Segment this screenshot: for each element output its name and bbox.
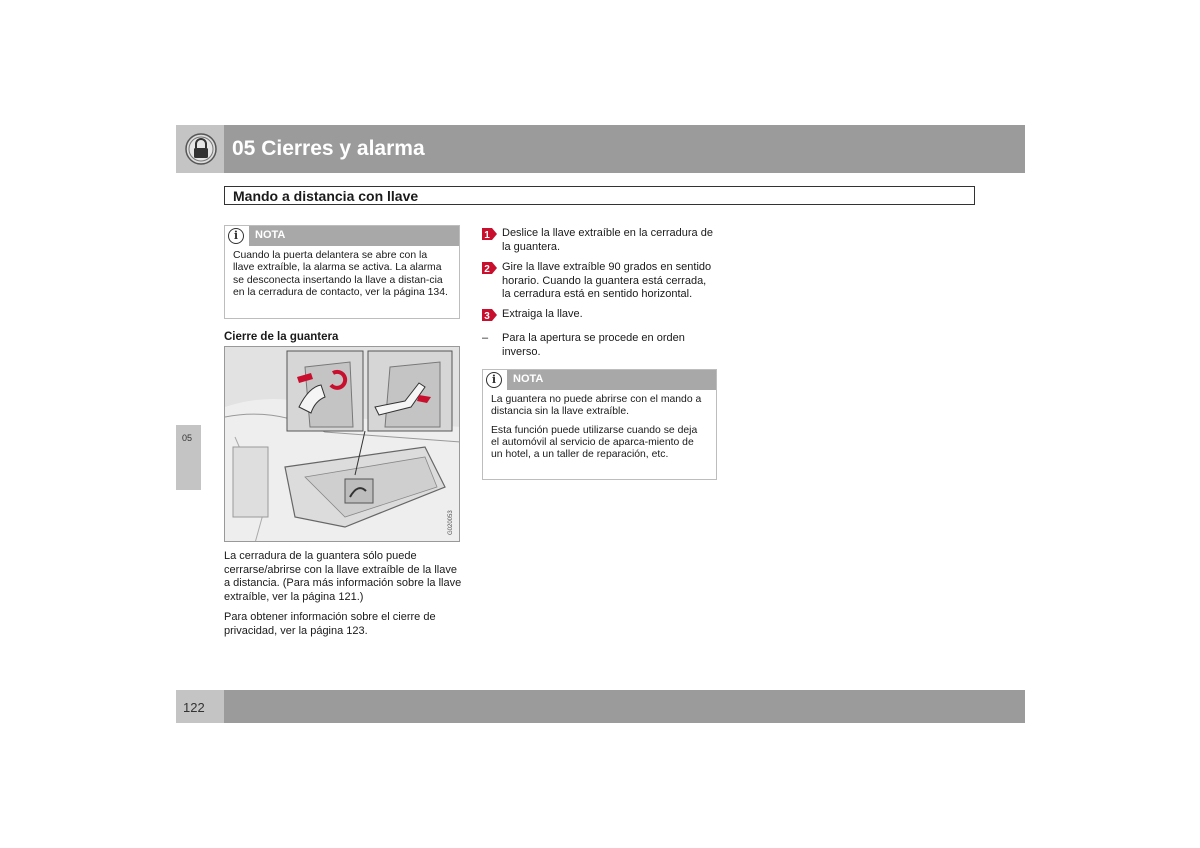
info-icon: i: [228, 228, 244, 244]
left-body-text: [224, 550, 464, 645]
glovebox-drawing: [225, 347, 460, 542]
step-text: Gire la llave extraíble 90 grados en sentido horario. Cuando la guantera está cerrada, la cerradura está en sentido horizontal.: [502, 261, 712, 300]
page-number: 122: [183, 700, 205, 715]
step-3: [482, 308, 722, 324]
chapter-icon-box: [176, 125, 224, 173]
note-label: NOTA: [513, 373, 544, 385]
dash-item: [482, 332, 722, 360]
lock-icon: [176, 125, 224, 173]
chapter-title: 05 Cierres y alarma: [232, 137, 425, 160]
svg-text:1: 1: [484, 230, 490, 240]
svg-text:3: 3: [484, 311, 490, 321]
step-1: [482, 227, 722, 255]
step-2: [482, 261, 722, 303]
step-text: Extraiga la llave.: [502, 308, 583, 320]
note-text: [491, 394, 708, 467]
note-box-left: [224, 225, 460, 319]
subheading: Cierre de la guantera: [224, 331, 339, 343]
dash-marker: –: [482, 332, 489, 344]
paragraph: Para obtener información sobre el cierre de privacidad, ver la página 123.: [224, 611, 436, 637]
note-box-right: [482, 369, 717, 480]
step-number-marker-2: [482, 262, 497, 274]
side-tab-label: 05: [182, 433, 193, 443]
figure-code: G020053: [448, 510, 454, 535]
footer-bar: [224, 690, 1025, 723]
step-number-marker-1: [482, 228, 497, 240]
svg-text:2: 2: [484, 264, 490, 274]
note-paragraph: Esta función puede utilizarse cuando se deja el automóvil al servicio de aparca-miento de un hotel, a un taller de reparación, etc.: [491, 424, 698, 461]
dash-item-text: Para la apertura se procede en orden inverso.: [502, 332, 685, 358]
note-label: NOTA: [255, 229, 286, 241]
step-number-marker-3: [482, 309, 497, 321]
note-text: Cuando la puerta delantera se abre con la llave extraíble, la alarma se activa. La alarma se desconecta insertando la llave a distan-cia en la cerradura de contacto, ver la página 134.: [233, 250, 448, 298]
note-paragraph: La guantera no puede abrirse con el mando a distancia sin la llave extraíble.: [491, 394, 702, 418]
paragraph: La cerradura de la guantera sólo puede cerrarse/abrirse con la llave extraíble de la llave a distancia. (Para más información sobre la llave extraíble, ver la página 121.): [224, 550, 462, 603]
section-title: Mando a distancia con llave: [233, 188, 419, 204]
glovebox-illustration: [224, 346, 460, 542]
step-text: Deslice la llave extraíble en la cerradura de la guantera.: [502, 227, 713, 253]
info-icon: i: [486, 372, 502, 388]
